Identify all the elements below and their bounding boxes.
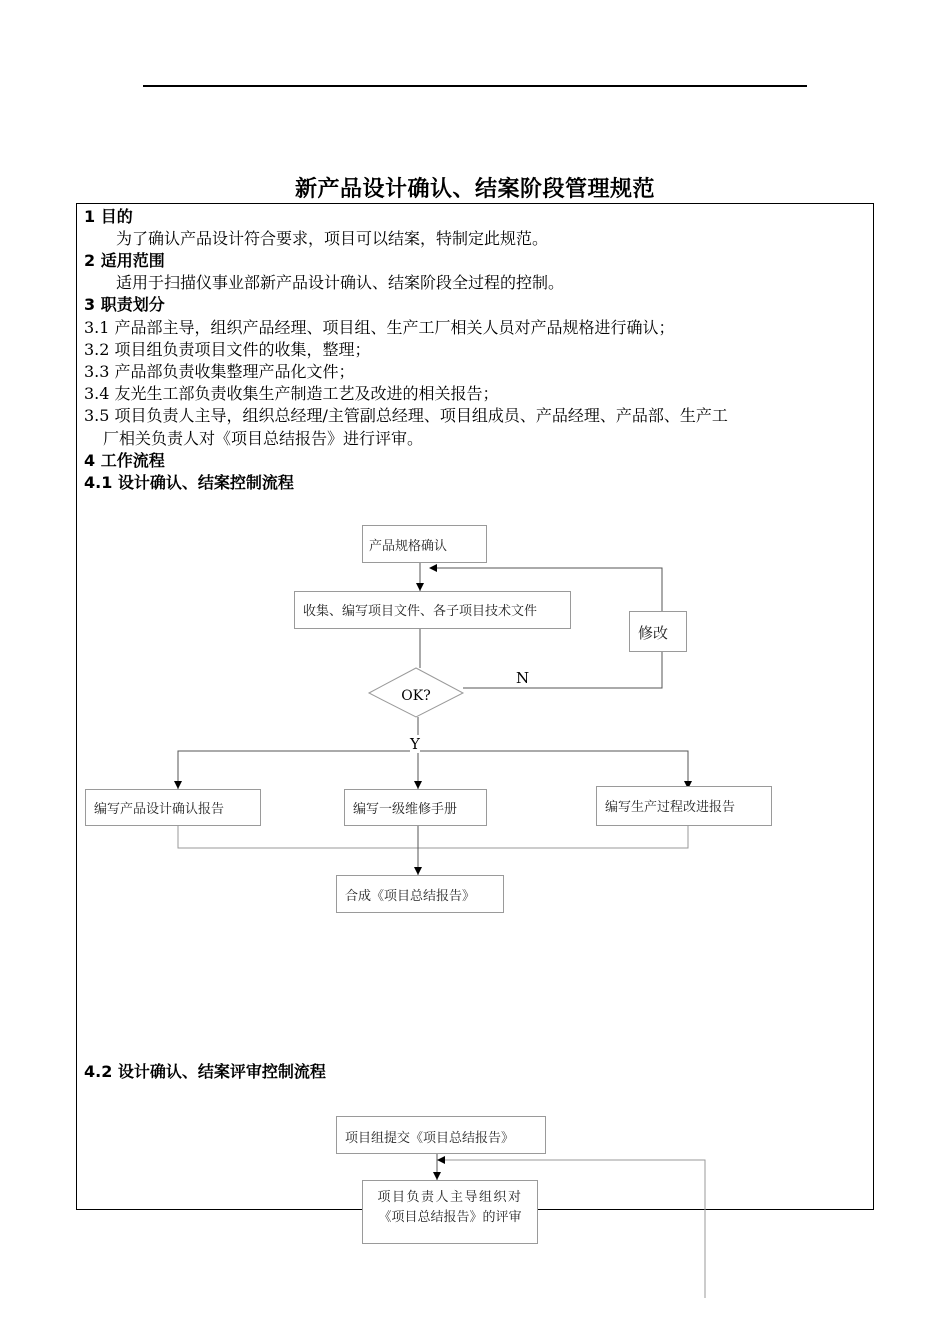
section-3-item: 3.1 产品部主导，组织产品经理、项目组、生产工厂相关人员对产品规格进行确认；: [84, 318, 675, 337]
flow-box-spec-confirm: 产品规格确认: [362, 525, 487, 563]
section-1-text: 为了确认产品设计符合要求，项目可以结案，特制定此规范。: [116, 229, 549, 248]
section-2-heading: 2 适用范围: [84, 251, 165, 270]
section-1-heading: 1 目的: [84, 207, 133, 226]
arrowhead: [429, 564, 437, 572]
flow-box-submit-report: 项目组提交《项目总结报告》: [336, 1116, 546, 1154]
section-4-2-heading: 4.2 设计确认、结案评审控制流程: [84, 1062, 326, 1081]
connector-merge: [178, 826, 688, 848]
section-3-item: 3.5 项目负责人主导，组织总经理/主管副总经理、项目组成员、产品经理、产品部、生产工: [84, 406, 728, 425]
section-3-item: 3.2 项目组负责项目文件的收集，整理；: [84, 340, 371, 359]
document-title: 新产品设计确认、结案阶段管理规范: [294, 176, 655, 202]
section-4-heading: 4 工作流程: [84, 451, 165, 470]
review-line-2: 《项目总结报告》的评审: [378, 1210, 522, 1225]
flow-box-process-report: 编写生产过程改进报告: [596, 786, 772, 826]
arrowhead: [414, 781, 422, 789]
decision-label: OK?: [401, 688, 431, 704]
section-3-heading: 3 职责划分: [84, 295, 165, 314]
section-3-item: 3.3 产品部负责收集整理产品化文件；: [84, 362, 355, 381]
flow-box-collect-docs: 收集、编写项目文件、各子项目技术文件: [294, 591, 571, 629]
section-2-text: 适用于扫描仪事业部新产品设计确认、结案阶段全过程的控制。: [116, 273, 565, 292]
review-line-1: 项目负责人主导组织对: [377, 1190, 523, 1205]
arrowhead: [433, 1172, 441, 1180]
yes-label: Y: [410, 735, 420, 753]
section-3-item: 厂相关负责人对《项目总结报告》进行评审。: [103, 429, 424, 448]
arrowhead: [414, 867, 422, 875]
arrowhead: [174, 781, 182, 789]
section-3-item: 3.4 友光生工部负责收集生产制造工艺及改进的相关报告；: [84, 384, 499, 403]
connector-no-branch: [463, 652, 662, 688]
section-4-1-heading: 4.1 设计确认、结案控制流程: [84, 473, 294, 492]
flow-box-design-report: 编写产品设计确认报告: [85, 789, 261, 826]
arrowhead: [437, 1156, 445, 1164]
no-label: N: [516, 669, 530, 687]
connector-split: [178, 751, 688, 789]
flow-box-repair-manual: 编写一级维修手册: [344, 789, 487, 826]
flow-box-merge-report: 合成《项目总结报告》: [336, 875, 504, 913]
arrowhead: [416, 583, 424, 591]
flow-box-modify: 修改: [629, 611, 687, 652]
flow-box-review: [362, 1180, 538, 1244]
